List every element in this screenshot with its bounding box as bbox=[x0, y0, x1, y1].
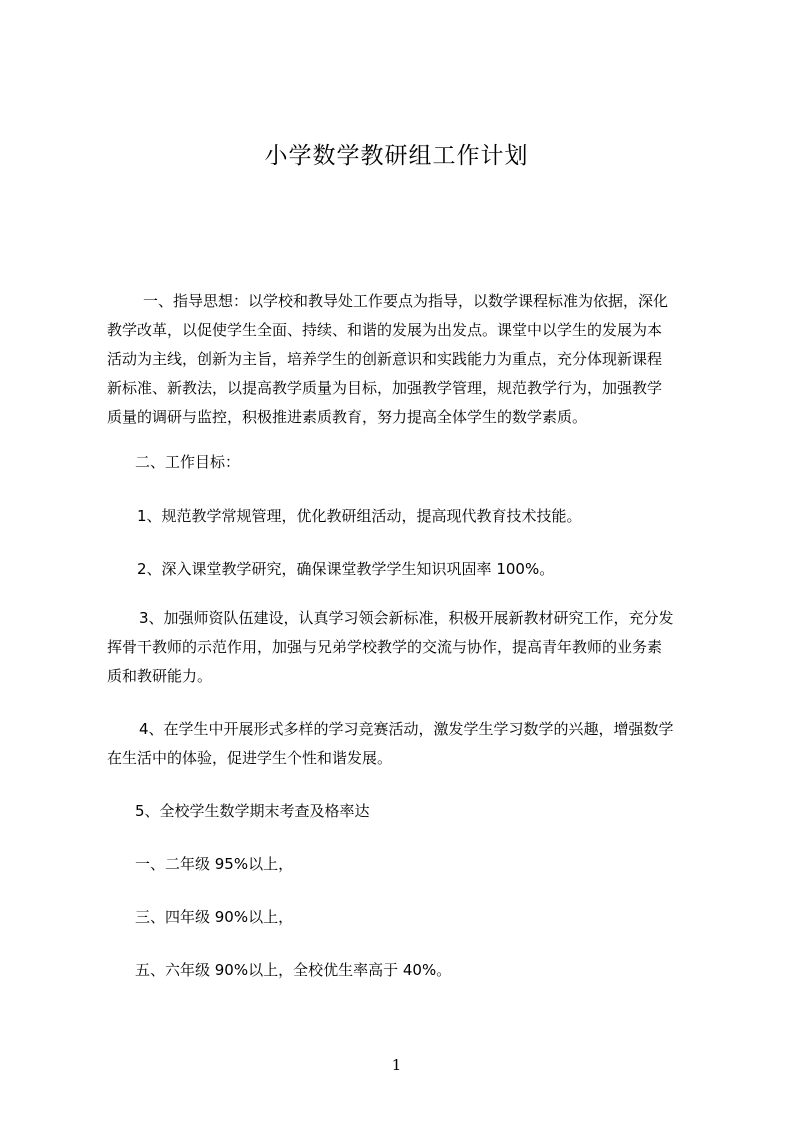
goal-2-paragraph: 2、深入课堂教学研究，确保课堂教学学生知识巩固率 100%。 bbox=[137, 560, 555, 578]
goals-heading: 二、工作目标： bbox=[135, 453, 241, 471]
goal-5-paragraph: 5、全校学生数学期末考查及格率达 bbox=[135, 802, 370, 820]
grade-1-2-target: 一、二年级 95%以上， bbox=[135, 855, 294, 873]
paragraph-line: 一、指导思想：以学校和教导处工作要点为指导，以数学课程标准为依据，深化 bbox=[143, 292, 669, 310]
grade-5-6-target: 五、六年级 90%以上，全校优生率高于 40%。 bbox=[135, 961, 452, 979]
grade-3-4-target: 三、四年级 90%以上， bbox=[135, 908, 294, 926]
paragraph-line: 质和教研能力。 bbox=[107, 667, 213, 685]
goal-1-paragraph: 1、规范教学常规管理，优化教研组活动，提高现代教育技术技能。 bbox=[137, 507, 582, 525]
page-number: 1 bbox=[391, 1056, 402, 1074]
paragraph-line: 教学改革，以促使学生全面、持续、和谐的发展为出发点。课堂中以学生的发展为本 bbox=[107, 321, 663, 339]
paragraph-line: 4、在学生中开展形式多样的学习竞赛活动，激发学生学习数学的兴趣，增强数学 bbox=[139, 720, 674, 738]
paragraph-line: 在生活中的体验，促进学生个性和谐发展。 bbox=[107, 749, 393, 767]
goal-4-paragraph bbox=[107, 715, 709, 773]
goal-3-paragraph bbox=[107, 604, 709, 691]
guiding-thought-paragraph bbox=[107, 287, 709, 432]
paragraph-line: 新标准、新教法，以提高教学质量为目标，加强教学管理，规范教学行为，加强教学 bbox=[107, 379, 663, 397]
paragraph-line: 质量的调研与监控，积极推进素质教育，努力提高全体学生的数学素质。 bbox=[107, 408, 588, 426]
paragraph-line: 挥骨干教师的示范作用，加强与兄弟学校教学的交流与协作，提高青年教师的业务素 bbox=[107, 638, 663, 656]
paragraph-line: 3、加强师资队伍建设，认真学习领会新标准，积极开展新教材研究工作，充分发 bbox=[139, 609, 674, 627]
document-title: 小学数学教研组工作计划 bbox=[264, 143, 529, 169]
paragraph-line: 活动为主线，创新为主旨，培养学生的创新意识和实践能力为重点，充分体现新课程 bbox=[107, 350, 663, 368]
